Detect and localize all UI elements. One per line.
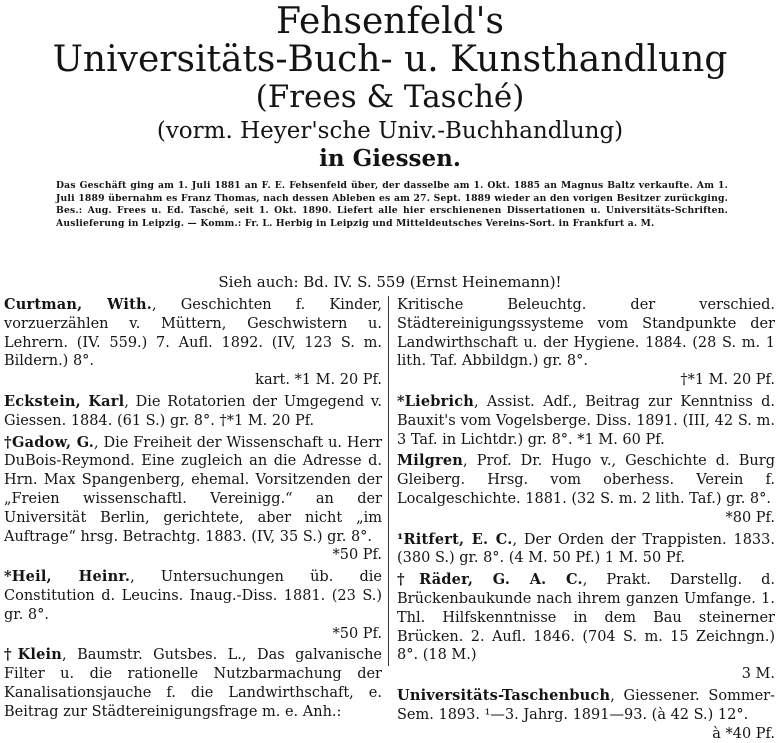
- entry-price: †*1 M. 20 Pf.: [680, 372, 775, 389]
- catalog-entry: [4, 646, 382, 721]
- column-divider: [388, 296, 389, 666]
- entry-description: , Die Freiheit der Wissenschaft u. Herr DuBois-Reymond. Eine zugleich an die Adresse d. Hrn. Max Spangenberg, ehemal. Vorsitzenden der „Freien wissenschaftl. Vereinigg.“ an der Universität Berlin, gerichtete, aber nicht „im Auftrage“ hrsg. Betrachtg. 1883. (IV, 35 S.) gr. 8°.: [4, 434, 382, 545]
- catalog-entry: [397, 531, 775, 569]
- entry-description: , Prof. Dr. Hugo v., Geschichte d. Burg Gleiberg. Hrsg. vom oberhess. Verein f. Localgeschichte. 1881. (32 S. m. 2 lith. Taf.) gr. 8°.: [397, 453, 775, 507]
- entry-author: Milgren: [397, 452, 464, 470]
- see-also-reference: Sieh auch: Bd. IV. S. 559 (Ernst Heinemann)!: [218, 273, 562, 291]
- entry-author: †Gadow, G.: [4, 433, 95, 451]
- entry-author: Curtman, With.: [4, 296, 152, 313]
- entry-author: *Heil, Heinr.: [4, 568, 131, 586]
- history-note: Das Geschäft ging am 1. Juli 1881 an F. E. Fehsenfeld über, der dasselbe am 1. Okt. 1885 an Magnus Baltz verkaufte. Am 1. Juli 1889 übernahm es Franz Thomas, nach dessen Ableben es am 27. Sept. 1889 wieder an den vorigen Besitzer zurückging. Bes.: Aug. Frees u. Ed. Tasché, seit 1. Okt. 1890. Liefert alle hier erschienenen Dissertationen u. Universitäts-Schriften. Auslieferung in Leipzig. — Komm.: Fr. L. Herbig in Leipzig und Mitteldeutsches Vereins-Sort. in Frankfurt a. M.: [56, 180, 728, 229]
- catalog-entry: [4, 393, 382, 431]
- firm-owners: (Frees & Tasché): [255, 79, 525, 115]
- catalog-entry: [4, 296, 382, 390]
- entry-description: , Prakt. Darstellg. d. Brückenbaukunde nach ihrem ganzen Umfange. 1. Thl. Hilfskenntnisse in dem Bau steinerner Brücken. 2. Aufl. 1846. (704 S. m. 15 Zeichngn.) 8°. (18 M.): [397, 572, 775, 664]
- firm-subtitle: Universitäts-Buch- u. Kunsthandlung: [52, 39, 728, 80]
- entry-author: ¹Ritfert, E. C.: [397, 530, 513, 548]
- entry-description: , Die Rotatorien der Umgegend v. Giessen. 1884. (61 S.) gr. 8°. †*1 M. 20 Pf.: [4, 393, 382, 429]
- catalog-entry: [397, 296, 775, 390]
- entry-price: *80 Pf.: [725, 509, 775, 526]
- entry-description: , Assist. Adf., Beitrag zur Kenntniss d. Bauxit's vom Vogelsberge. Diss. 1891. (III, 42 S. m. 3 Taf. in Lichtdr.) gr. 8°. *1 M. 60 Pf.: [397, 393, 775, 448]
- entry-description: Kritische Beleuchtg. der verschied. Städtereinigungssysteme vom Standpunkte der Landwirthschaft u. der Hygiene. 1884. (28 S. m. 1 lith. Taf. Abbildgn.) gr. 8°.: [397, 297, 775, 370]
- catalog-entry: [4, 434, 382, 566]
- catalog-entry: [397, 452, 775, 527]
- entry-description: , Baumstr. Gutsbes. L., Das galvanische Filter u. die rationelle Nutzbarmachung der Kanalisationsjauche f. die Landwirthschaft, e. Beitrag zur Städtereinigungsfrage m. e. Anh.:: [4, 647, 383, 720]
- left-column: [4, 296, 382, 722]
- entry-description: , Giessener. Sommer-Sem. 1893. ¹—3. Jahrg. 1891—93. (à 42 S.) 12°.: [397, 687, 775, 723]
- catalog-entry: [397, 687, 775, 743]
- catalog-entry: [397, 393, 775, 449]
- entry-author: †Räder, G. A. C.: [397, 571, 583, 589]
- entry-description: , Der Orden der Trappisten. 1833. (380 S.) gr. 8°. (4 M. 50 Pf.) 1 M. 50 Pf.: [397, 531, 775, 567]
- firm-name: Fehsenfeld's: [275, 1, 505, 42]
- entry-author: †Klein: [4, 646, 63, 664]
- catalog-entry: [4, 568, 382, 643]
- entry-price: à *40 Pf.: [712, 725, 775, 742]
- entry-author: *Liebrich: [397, 392, 474, 410]
- right-column: [397, 296, 775, 743]
- entry-author: Eckstein, Karl: [4, 392, 125, 410]
- entry-price: 3 M.: [741, 666, 775, 683]
- firm-former-name: (vorm. Heyer'sche Univ.-Buchhandlung): [156, 118, 624, 144]
- entry-price: *50 Pf.: [332, 625, 382, 642]
- entry-author: Universitäts-Taschenbuch: [397, 686, 611, 704]
- catalog-entry: [397, 571, 775, 684]
- entry-description: , Geschichten f. Kinder, vorzuerzählen v. Müttern, Geschwistern u. Lehrern. (IV. 559.) 7. Aufl. 1892. (IV, 123 S. m. Bildern.) 8°.: [4, 297, 382, 370]
- entry-price: kart. *1 M. 20 Pf.: [255, 372, 382, 389]
- entry-price: *50 Pf.: [332, 547, 382, 564]
- firm-location: in Giessen.: [319, 145, 461, 172]
- entry-description: , Untersuchungen üb. die Constitution d. Leucins. Inaug.-Diss. 1881. (23 S.) gr. 8°.: [4, 569, 382, 623]
